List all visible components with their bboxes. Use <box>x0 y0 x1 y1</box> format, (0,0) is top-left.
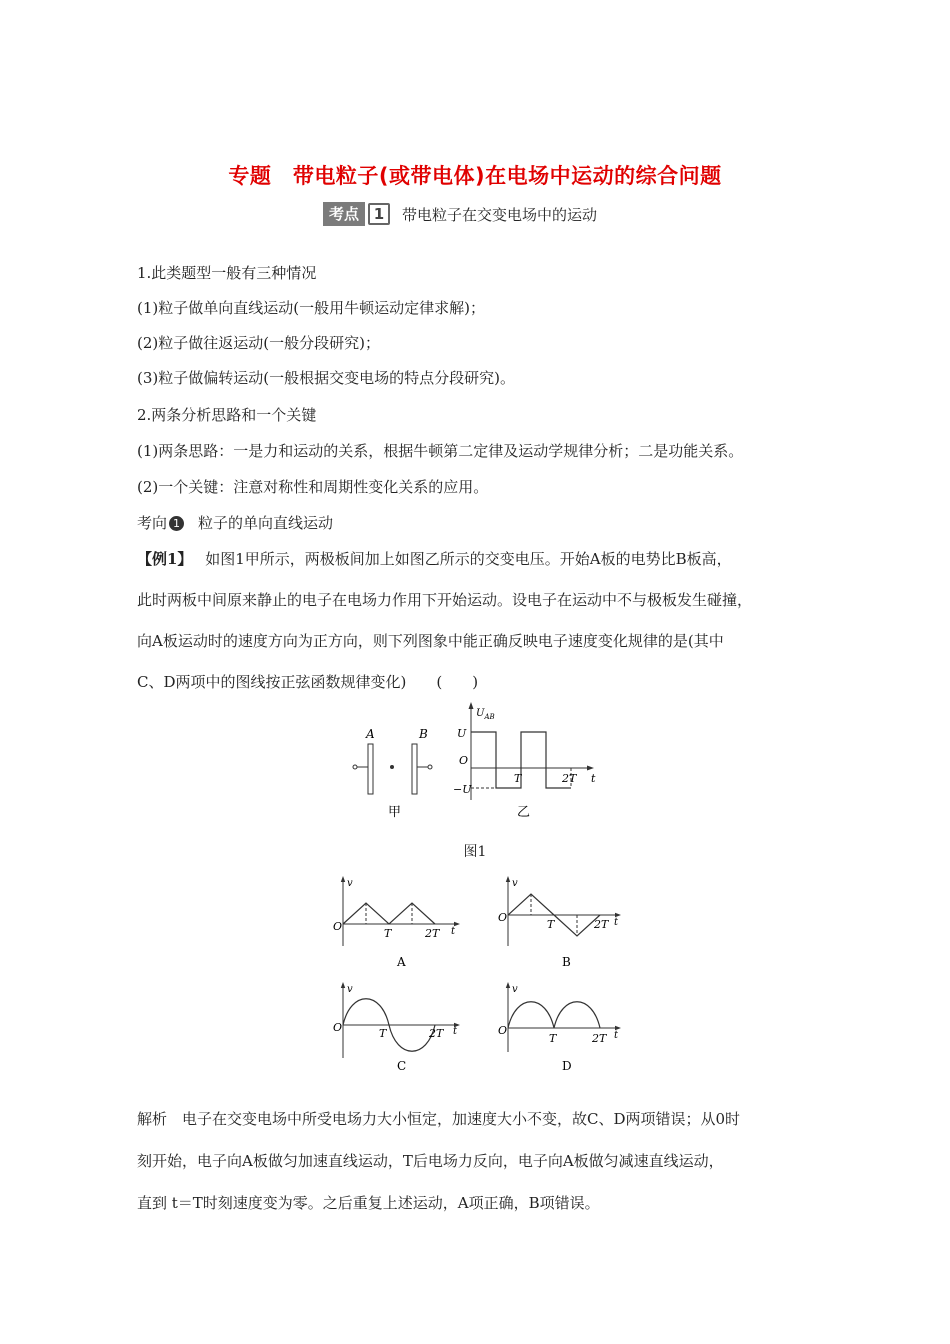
svg-text:O: O <box>498 911 508 924</box>
option-c-graph <box>325 978 465 1078</box>
kaoxiang-prefix: 考向 <box>137 514 168 532</box>
option-a-curve <box>343 903 435 924</box>
svg-text:2T: 2T <box>592 1032 607 1045</box>
kaodian-text: 带电粒子在交变电场中的运动 <box>402 205 598 224</box>
figure-1-caption: 图1 <box>463 844 487 860</box>
plate-b <box>412 744 417 794</box>
voltage-graph <box>453 702 596 820</box>
kaodian-label: 考点 <box>323 202 365 226</box>
plate-a <box>368 744 373 794</box>
option-a-label: A <box>397 955 406 969</box>
kaodian-number: 1 <box>368 203 390 225</box>
text-line-1: 1.此类题型一般有三种情况 <box>137 264 317 282</box>
svg-text:2T: 2T <box>425 927 440 940</box>
figure-1 <box>340 700 610 830</box>
u-pos-label: U <box>457 727 467 740</box>
svg-text:2T: 2T <box>429 1027 444 1040</box>
t-label-2T: 2T <box>562 772 577 785</box>
u-neg-label: −U <box>453 783 472 796</box>
example-tag: 【例1】 <box>137 550 193 568</box>
text-line-3: (2)粒子做往返运动(一般分段研究)； <box>137 334 380 352</box>
label-jia: 甲 <box>388 805 402 820</box>
t-axis-label: t <box>591 772 596 785</box>
option-a-graph <box>325 872 465 972</box>
svg-text:t: t <box>453 1026 458 1037</box>
option-b-graph <box>490 872 630 972</box>
plate-a-label: A <box>366 727 375 741</box>
analysis-line-3: 直到 t＝T时刻速度变为零。之后重复上述运动，A项正确，B项错误。 <box>137 1194 600 1212</box>
svg-text:v: v <box>512 878 518 889</box>
example-line-4: C、D两项中的图线按正弦函数规律变化) ( ) <box>137 673 479 691</box>
analysis-line-2: 刻开始，电子向A板做匀加速直线运动，T后电场力反向，电子向A板做匀减速直线运动， <box>137 1152 724 1170</box>
analysis-line-1: 解析 电子在交变电场中所受电场力大小恒定，加速度大小不变，故C、D两项错误；从0时 <box>137 1110 741 1128</box>
svg-text:v: v <box>512 984 518 995</box>
svg-text:t: t <box>451 926 456 937</box>
svg-text:v: v <box>347 984 353 995</box>
section-heading <box>323 202 597 226</box>
plates-diagram <box>353 727 432 820</box>
example-line-1 <box>137 548 732 569</box>
svg-text:t: t <box>614 917 619 928</box>
text-line-2: (1)粒子做单向直线运动(一般用牛顿运动定律求解)； <box>137 299 485 317</box>
svg-text:O: O <box>498 1024 508 1037</box>
option-c-label: C <box>397 1059 407 1073</box>
kaoxiang-text: 粒子的单向直线运动 <box>198 514 334 532</box>
kaoxiang-heading <box>137 512 333 533</box>
svg-text:O: O <box>333 1021 343 1034</box>
label-yi: 乙 <box>517 805 531 820</box>
option-d-graph <box>490 978 630 1078</box>
kaoxiang-number: 1 <box>169 516 184 531</box>
option-d-label: D <box>562 1059 572 1073</box>
svg-text:T: T <box>547 918 555 931</box>
t-label-T: T <box>514 772 522 785</box>
option-d-curve <box>508 1002 600 1028</box>
svg-text:T: T <box>549 1032 557 1045</box>
svg-text:t: t <box>614 1030 619 1041</box>
text-line-7: (2)一个关键：注意对称性和周期性变化关系的应用。 <box>137 478 489 496</box>
svg-text:v: v <box>347 878 353 889</box>
svg-text:2T: 2T <box>594 918 609 931</box>
option-b-label: B <box>562 955 571 969</box>
svg-text:T: T <box>379 1027 387 1040</box>
plate-b-label: B <box>419 727 428 741</box>
text-line-6: (1)两条思路：一是力和运动的关系，根据牛顿第二定律及运动学规律分析；二是功能关系。 <box>137 442 744 460</box>
electron <box>390 765 394 769</box>
svg-text:T: T <box>384 927 392 940</box>
u-axis-label: $U_{AB}$ <box>476 708 495 721</box>
page-title: 专题 带电粒子(或带电体)在电场中运动的综合问题 <box>228 164 722 188</box>
example-line-3: 向A板运动时的速度方向为正方向，则下列图象中能正确反映电子速度变化规律的是(其中 <box>137 632 724 650</box>
example-text-1: 如图1甲所示，两极板间加上如图乙所示的交变电压。开始A板的电势比B板高， <box>205 550 732 568</box>
svg-text:O: O <box>333 920 343 933</box>
text-line-4: (3)粒子做偏转运动(一般根据交变电场的特点分段研究)。 <box>137 369 515 387</box>
origin-label: O <box>459 754 469 767</box>
example-line-2: 此时两板中间原来静止的电子在电场力作用下开始运动。设电子在运动中不与极板发生碰撞， <box>137 591 753 609</box>
text-line-5: 2.两条分析思路和一个关键 <box>137 406 317 424</box>
